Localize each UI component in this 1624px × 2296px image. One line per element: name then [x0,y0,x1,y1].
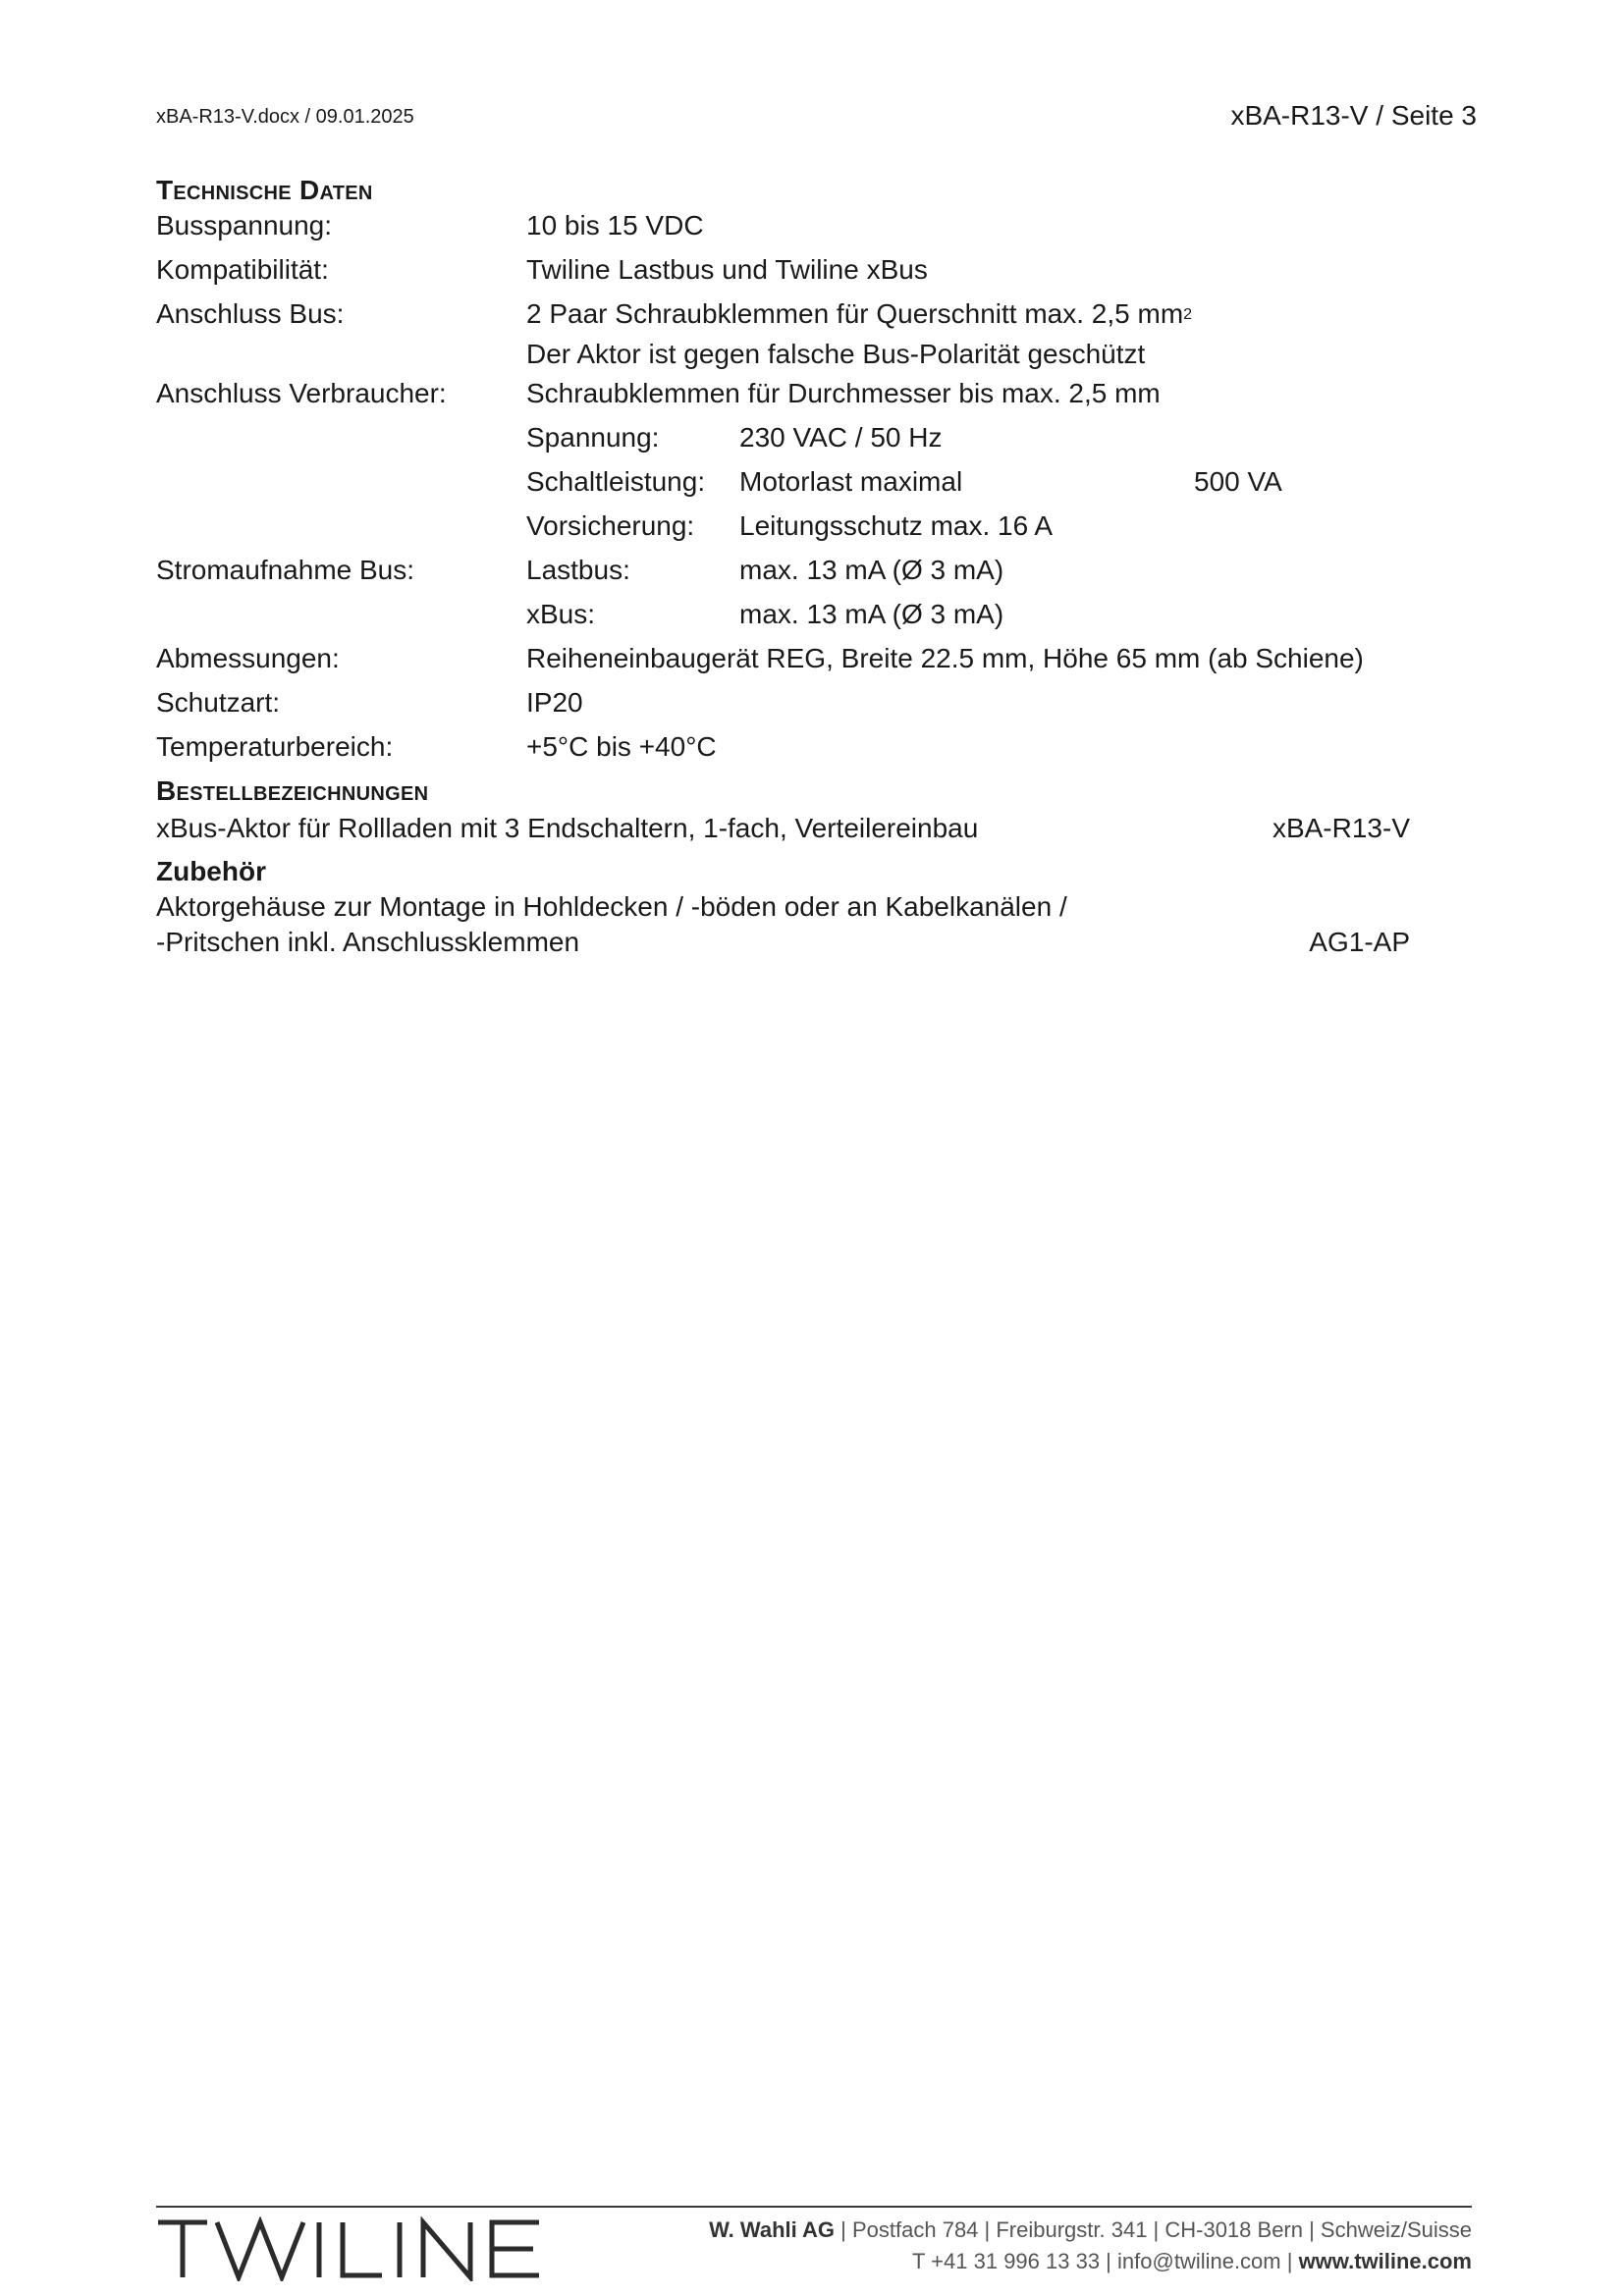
spec-subvalue: 230 VAC / 50 Hz [739,422,943,453]
company-name: W. Wahli AG [709,2217,836,2242]
spec-row-compatibility [156,252,1433,296]
footer-address-line [709,2215,1472,2246]
spec-row-fuse [156,508,1433,553]
order-item [156,811,1433,852]
spec-row-bus-voltage [156,208,1433,252]
spec-row-voltage [156,420,1433,464]
spec-value: +5°C bis +40°C [526,731,717,762]
spec-value: Reiheneinbaugerät REG, Breite 22.5 mm, Höhe 65 mm (ab Schiene) [526,643,1364,673]
accessory-description-line: -Pritschen inkl. Anschlussklemmen [156,927,580,957]
spec-sublabel: Spannung: [526,422,660,453]
spec-label: Schutzart: [156,687,281,718]
spec-label: Temperaturbereich: [156,731,394,762]
spec-value-text: 2 Paar Schraubklemmen für Querschnitt max. 2,5 mm [526,298,1184,329]
spec-label: Stromaufnahme Bus: [156,555,415,585]
spec-value [526,296,1192,372]
footer-contact-line [709,2246,1472,2277]
twiline-logo [156,2216,555,2281]
spec-value: 10 bis 15 VDC [526,210,704,240]
footer-divider [156,2206,1472,2208]
spec-value: IP20 [526,687,583,718]
spec-label: Anschluss Bus: [156,298,345,329]
spec-label: Busspannung: [156,210,333,240]
spec-sublabel: Schaltleistung: [526,466,706,497]
website-link[interactable]: www.twiline.com [1298,2249,1472,2273]
footer-contact [709,2215,1472,2277]
company-address: | Postfach 784 | Freiburgstr. 341 | CH-3018 Bern | Schweiz/Suisse [835,2217,1472,2242]
spec-value: Schraubklemmen für Durchmesser bis max. 2,5 mm [526,378,1161,408]
spec-sublabel: Lastbus: [526,555,630,585]
spec-rating: 500 VA [1194,466,1282,497]
order-item-description: xBus-Aktor für Rollladen mit 3 Endschaltern, 1-fach, Verteilereinbau [156,813,979,843]
spec-row-protection [156,685,1433,729]
superscript: 2 [1183,306,1193,323]
spec-sublabel: Vorsicherung: [526,510,695,541]
spec-sublabel: xBus: [526,599,596,629]
technical-data-title: Technische Daten [156,175,373,205]
accessory-item [156,889,1433,960]
spec-row-current-xbus [156,597,1433,641]
spec-subvalue: Motorlast maximal [739,466,963,497]
accessory-code: AG1-AP [1309,927,1410,957]
header-file-info: xBA-R13-V.docx / 09.01.2025 [156,106,414,128]
contact-info: T +41 31 996 13 33 | info@twiline.com | [912,2249,1299,2273]
accessory-description-line: Aktorgehäuse zur Montage in Hohldecken / -böden oder an Kabelkanälen / [156,891,1067,922]
order-item-code: xBA-R13-V [1272,813,1410,843]
spec-subvalue: max. 13 mA (Ø 3 mA) [739,555,1004,585]
ordering-title: Bestellbezeichnungen [156,775,429,806]
accessory-title: Zubehör [156,856,266,886]
spec-row-dimensions [156,641,1433,685]
spec-value: Twiline Lastbus und Twiline xBus [526,254,928,285]
spec-label: Kompatibilität: [156,254,329,285]
header-page-info: xBA-R13-V / Seite 3 [1230,100,1477,131]
spec-label: Anschluss Verbraucher: [156,378,447,408]
spec-subvalue: Leitungsschutz max. 16 A [739,510,1054,541]
spec-subvalue: max. 13 mA (Ø 3 mA) [739,599,1004,629]
spec-label: Abmessungen: [156,643,340,673]
document-body [156,173,1433,960]
spec-row-switching [156,464,1433,508]
spec-value-text: Der Aktor ist gegen falsche Bus-Polarität geschützt [526,339,1146,369]
spec-row-consumer-connection [156,376,1433,420]
spec-row-temperature [156,729,1433,774]
spec-row-current-lastbus [156,553,1433,597]
spec-row-bus-connection [156,296,1433,376]
